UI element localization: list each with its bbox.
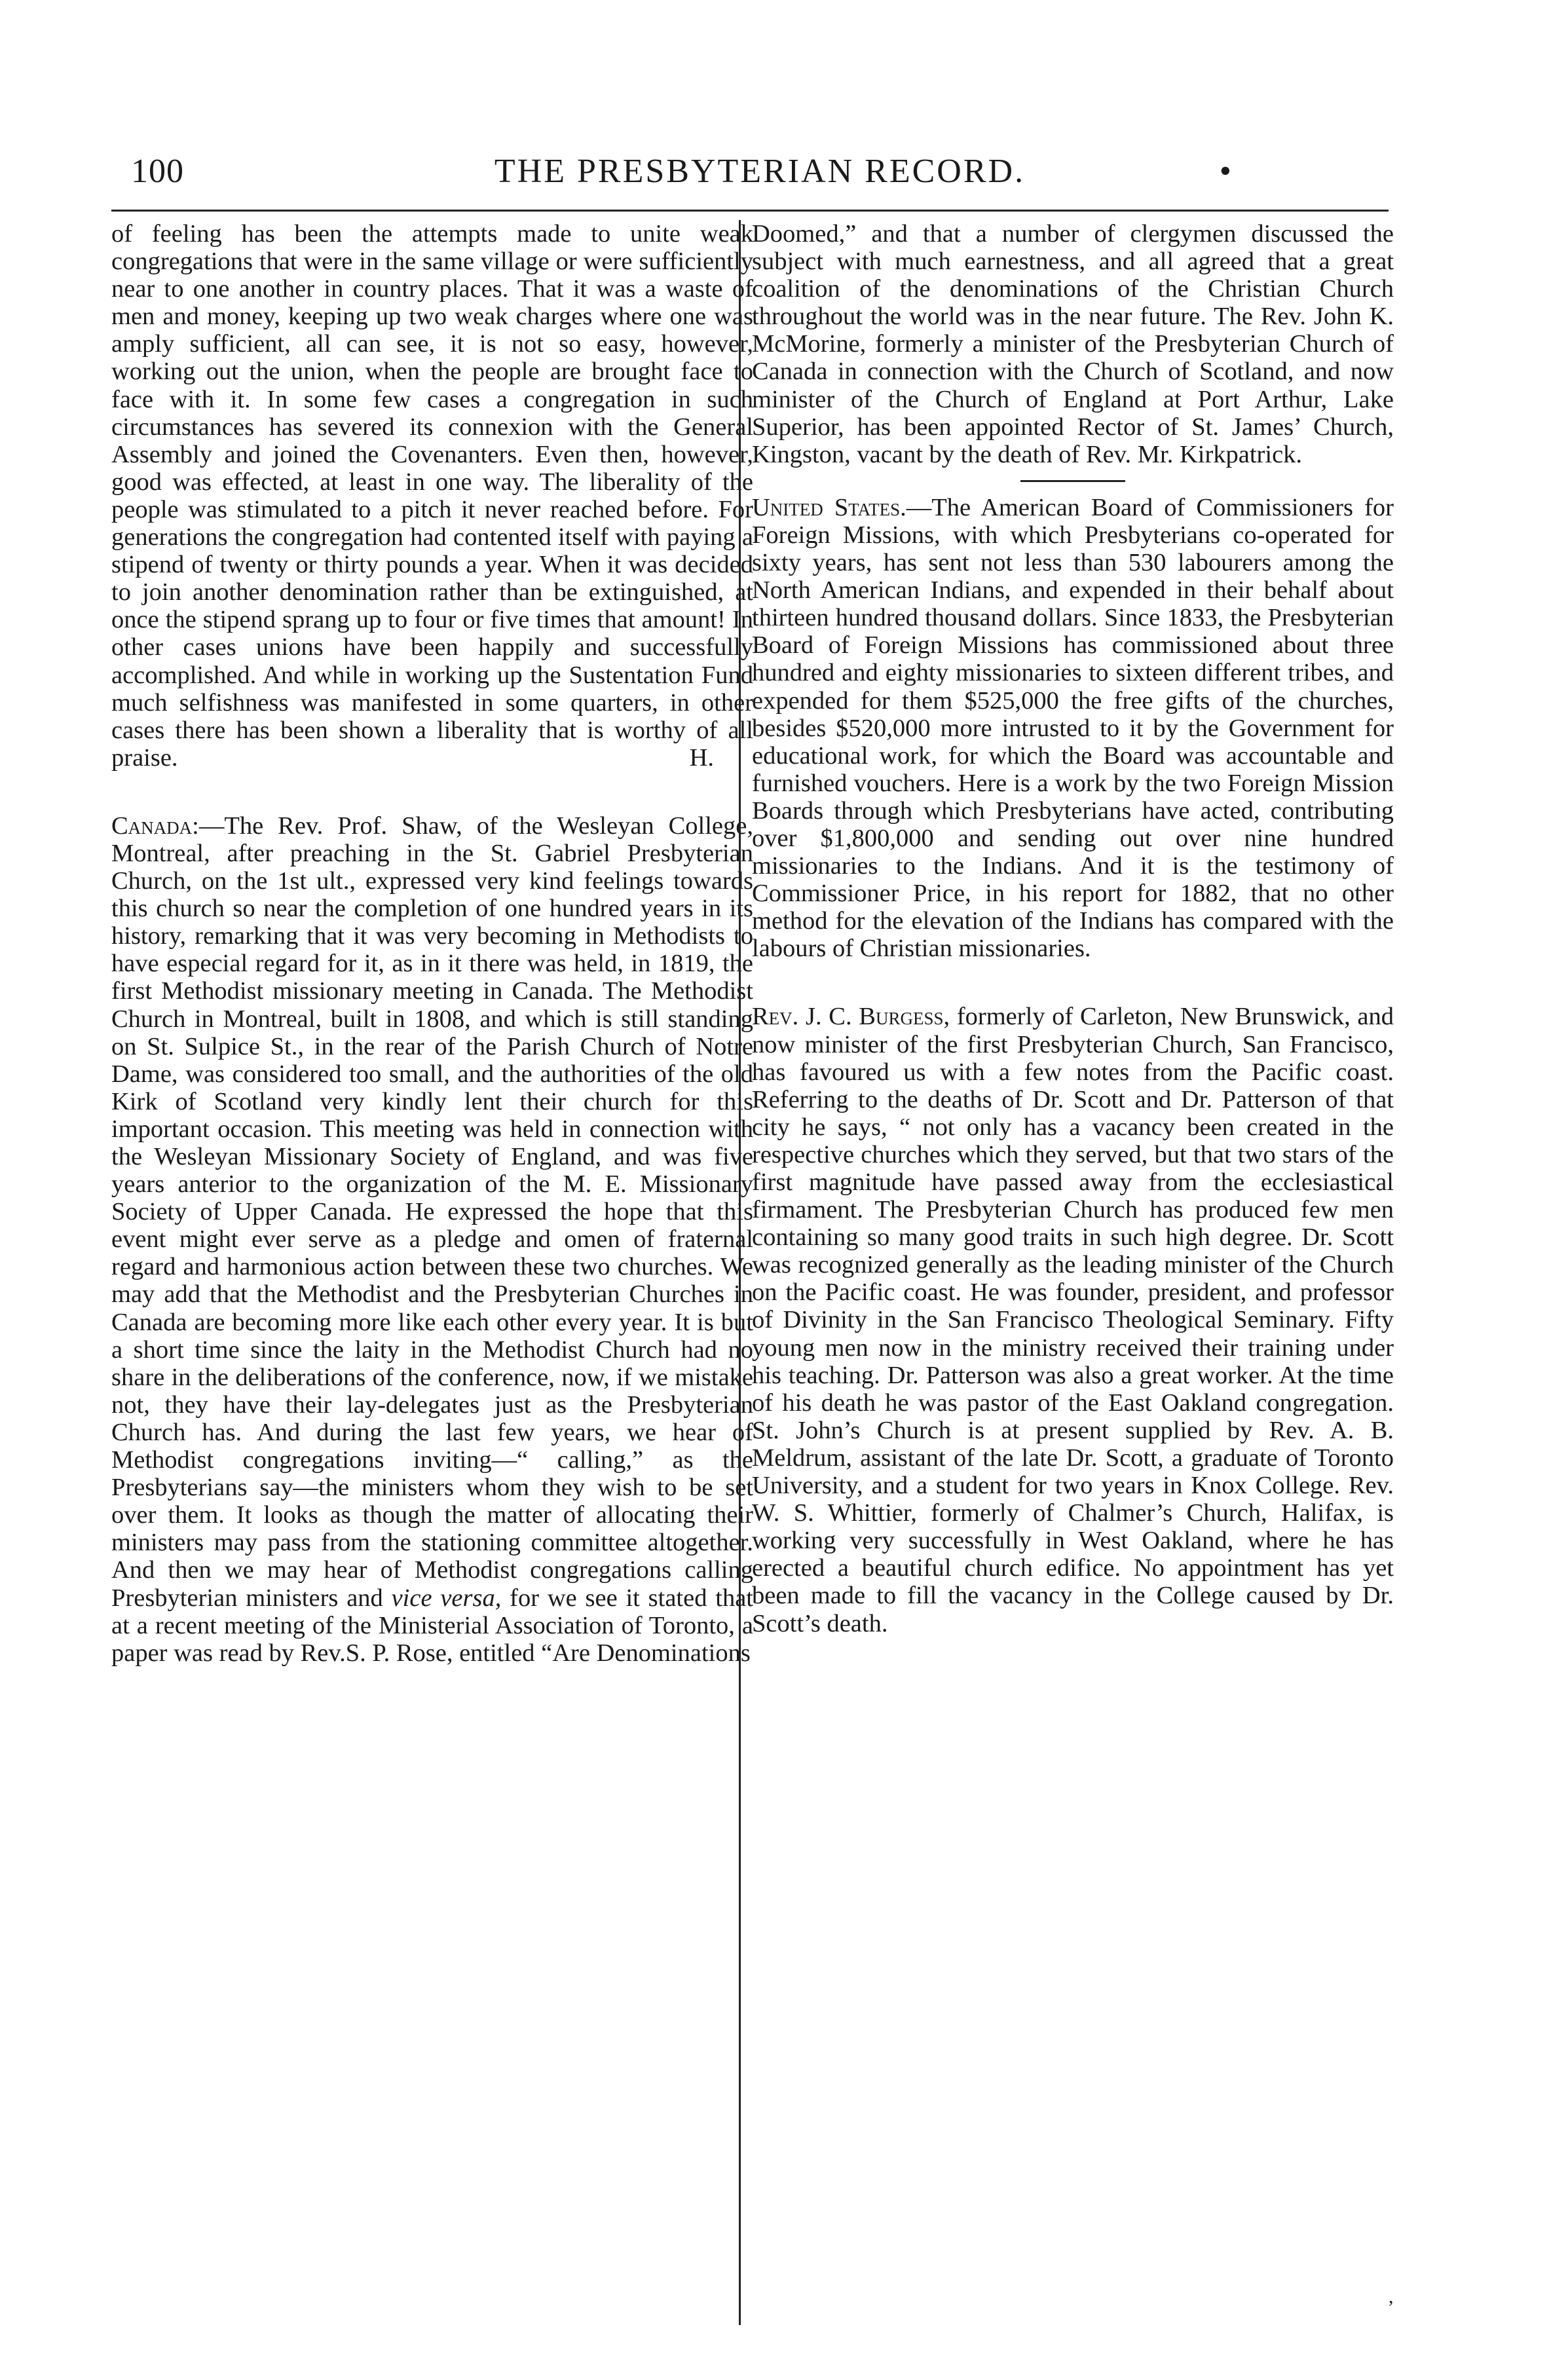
running-header — [131, 152, 1389, 191]
paragraph-text-tail: for we see it stated that at a recent meeting of the Ministerial Association of Toronto, a paper was read by Rev.S. P. Rose, entitled “Are Denominations — [111, 1584, 753, 1667]
section-heading-canada: Canada — [111, 811, 193, 840]
paragraph-union-of-congregations — [111, 220, 753, 772]
column-divider — [739, 220, 741, 2325]
paragraph-united-states — [752, 494, 1394, 963]
header-mark: • — [1219, 153, 1231, 190]
section-heading-united-states: United States — [752, 493, 901, 521]
header-rule — [111, 210, 1389, 212]
paragraph-text: .—The American Board of Commissioners for Foreign Missions, with which Presbyterians co-operated for sixty years, has sent not less than 530 labourers among the North American Indians, and expended in their behalf about thirteen hundred thousand dollars. Since 1833, the Presbyterian Board of Foreign Missions has commissioned about three hundred and eighty missionaries to sixteen different tribes, and expended for them $525,000 the free gifts of the churches, besides $520,000 more intrusted to it by the Government for educational work, for which the Board was accountable and furnished vouchers. Here is a work by the two Foreign Mission Boards through which Presbyterians have acted, contributing over $1,800,000 and sending out over nine hundred missionaries to the Indians. And it is the testimony of Commissioner Price, in his report for 1882, that no other method for the elevation of the Indians has compared with the labours of Christian missionaries. — [752, 493, 1394, 963]
section-separator — [1020, 480, 1125, 482]
italic-phrase: vice versa, — [391, 1584, 502, 1612]
left-column — [111, 220, 753, 1667]
running-title: THE PRESBYTERIAN RECORD. — [494, 153, 1026, 190]
right-column — [752, 220, 1394, 1637]
author-initial: H. — [689, 743, 714, 772]
paragraph-text: Doomed,” and that a number of clergymen discussed the subject with much earnestness, and all agreed that a great coalition of the denominations of the Christian Church throughout the world was in the near future. The Rev. John K. McMorine, formerly a minister of the Presbyterian Church of Canada in connection with the Church of Scotland, and now minister of the Church of England at Port Arthur, Lake Superior, has been appointed Rector of St. James’ Church, Kingston, vacant by the death of Rev. Mr. Kirkpatrick. — [752, 220, 1394, 468]
paragraph-text: , formerly of Carleton, New Brunswick, and now minister of the first Presbyterian Church, San Francisco, has favoured us with a few notes from the Pacific coast. Referring to the deaths of Dr. Scott and Dr. Patterson of that city he says, “ not only has a vacancy been created in the respective churches which they served, but that two stars of the first magnitude have passed away from the ecclesiastical firmament. The Presbyterian Church has produced few men containing so many good traits in such high degree. Dr. Scott was recognized generally as the leading minister of the Church on the Pacific coast. He was founder, president, and professor of Divinity in the San Francisco Theological Seminary. Fifty young men now in the ministry received their training under his teaching. Dr. Patterson was also a great worker. At the time of his death he was pastor of the East Oakland congregation. St. John’s Church is at present supplied by Rev. A. B. Meldrum, assistant of the late Dr. Scott, a graduate of Toronto University, and a student for two years in Knox College. Rev. W. S. Whittier, formerly of Chalmer’s Church, Halifax, is working very successfully in West Oakland, where he has erected a beautiful church edifice. No appointment has yet been made to fill the vacancy in the College caused by Dr. Scott’s death. — [752, 1003, 1394, 1637]
section-heading-burgess: Rev. J. C. Burgess — [752, 1003, 944, 1031]
paragraph-text: :—The Rev. Prof. Shaw, of the Wesleyan College, Montreal, after preaching in the St. Gabriel Presbyterian Church, on the 1st ult., expressed very kind feelings towards this church so near the completion of one hundred years in its history, remarking that it was very becoming in Methodists to have especial regard for it, as in it there was held, in 1819, the first Methodist missionary meeting in Canada. The Methodist Church in Montreal, built in 1808, and which is still standing on St. Sulpice St., in the rear of the Parish Church of Notre Dame, was considered too small, and the authorities of the old Kirk of Scotland very kindly lent their church for this important occasion. This meeting was held in connection with the Wesleyan Missionary Society of England, and was five years anterior to the organization of the M. E. Missionary Society of Upper Canada. He expressed the hope that this event might ever serve as a pledge and omen of fraternal regard and harmonious action between these two churches. We may add that the Methodist and the Presbyterian Churches in Canada are becoming more like each other every year. It is but a short time since the laity in the Methodist Church had no share in the deliberations of the conference, now, if we mistake not, they have their lay-delegates just as the Presbyterian Church has. And during the last few years, we hear of Methodist congregations inviting—“ calling,” as the Presbyterians say—the ministers whom they wish to be set over them. It looks as though the matter of allocating their ministers may pass from the stationing committee altogether. And then we may hear of Methodist congregations calling Presbyterian ministers and — [111, 811, 753, 1612]
paragraph-canada — [111, 812, 753, 1667]
stray-mark: , — [1389, 2286, 1394, 2307]
page-number: 100 — [131, 153, 184, 190]
paragraph-burgess — [752, 1003, 1394, 1637]
paragraph-text: of feeling has been the attempts made to unite weak congregations that were in the same village or were sufficiently near to one another in country places. That it was a waste of men and money, keeping up two weak charges where one was amply sufficient, all can see, it is not so easy, however, working out the union, when the people are brought face to face with it. In some few cases a congregation in such circumstances has severed its connexion with the General Assembly and joined the Covenanters. Even then, however, good was effected, at least in one way. The liberality of the people was stimulated to a pitch it never reached before. For generations the congregation had contented itself with paying a stipend of twenty or thirty pounds a year. When it was decided to join another denomination rather than be extinguished, at once the stipend sprang up to four or five times that amount! In other cases unions have been happily and successfully accomplished. And while in working up the Sustentation Fund much selfishness was manifested in some quarters, in other cases there has been shown a liberality that is worthy of all praise. — [111, 220, 753, 772]
paragraph-denominations-doomed — [752, 220, 1394, 468]
